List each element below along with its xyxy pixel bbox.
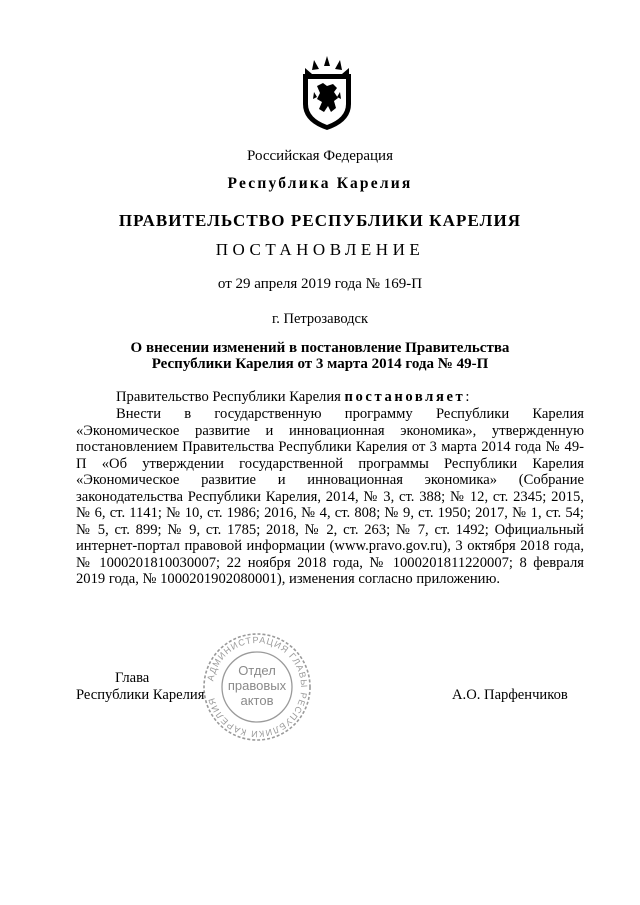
decree-suffix: : xyxy=(465,389,470,405)
signatory-organization: Республики Карелия xyxy=(76,687,205,703)
main-paragraph: Внести в государственную программу Республики Карелия «Экономическое развитие и инновационная экономика», утвержденную постановлением Правительства Республики Карелия от 3 марта 2014 года № 49-П «Об утверждении государственной программы Республики Карелия «Экономическое развитие и инновационная экономика» (Собрание законодательства Республики Карелия, 2014, № 3, ст. 388; № 12, ст. 2345; 2015, № 6, ст. 1141; № 10, ст. 1986; 2016, № 4, ст. 808; № 9, ст. 1950; 2017, № 1, ст. 54; № 5, ст. 899; № 9, ст. 1785; 2018, № 2, ст. 263; № 7, ст. 1492; Официальный интернет-портал правовой информации (www.pravo.gov.ru), 3 октября 2018 года, № 1000201810030007; 22 ноября 2018 года, № 1000201811220007; 8 февраля 2019 года, № 1000201902080001), изменения согласно приложению. xyxy=(76,406,584,587)
stamp-seal xyxy=(202,632,312,742)
decree-prefix: Правительство Республики Карелия xyxy=(116,389,345,405)
decree-word: постановляет xyxy=(344,389,466,405)
signatory-title: Глава xyxy=(115,670,150,686)
svg-text:АДМИНИСТРАЦИЯ ГЛАВЫ РЕСПУБЛИКИ xyxy=(205,635,309,739)
country-name: Российская Федерация xyxy=(247,148,393,164)
document-type: ПОСТАНОВЛЕНИЕ xyxy=(215,240,425,259)
document-title xyxy=(0,340,640,372)
stamp-ring-text: АДМИНИСТРАЦИЯ ГЛАВЫ РЕСПУБЛИКИ КАРЕЛИЯ xyxy=(205,634,310,740)
republic-name: Республика Карелия xyxy=(227,175,413,192)
stamp-line-3: актов xyxy=(240,693,274,708)
stamp-line-2: правовых xyxy=(227,678,287,693)
document-date-number: от 29 апреля 2019 года № 169-П xyxy=(217,276,423,292)
document-title-line-1: О внесении изменений в постановление Правительства xyxy=(130,340,510,356)
government-name: ПРАВИТЕЛЬСТВО РЕСПУБЛИКИ КАРЕЛИЯ xyxy=(118,211,522,230)
decree-statement xyxy=(76,389,584,406)
document-city: г. Петрозаводск xyxy=(271,311,369,327)
stamp-line-1: Отдел xyxy=(238,663,276,678)
document-title-line-2: Республики Карелия от 3 марта 2014 года № 49-П xyxy=(151,356,489,372)
karelia-coat-of-arms-icon xyxy=(297,52,357,132)
signatory-name: А.О. Парфенчиков xyxy=(452,687,568,703)
